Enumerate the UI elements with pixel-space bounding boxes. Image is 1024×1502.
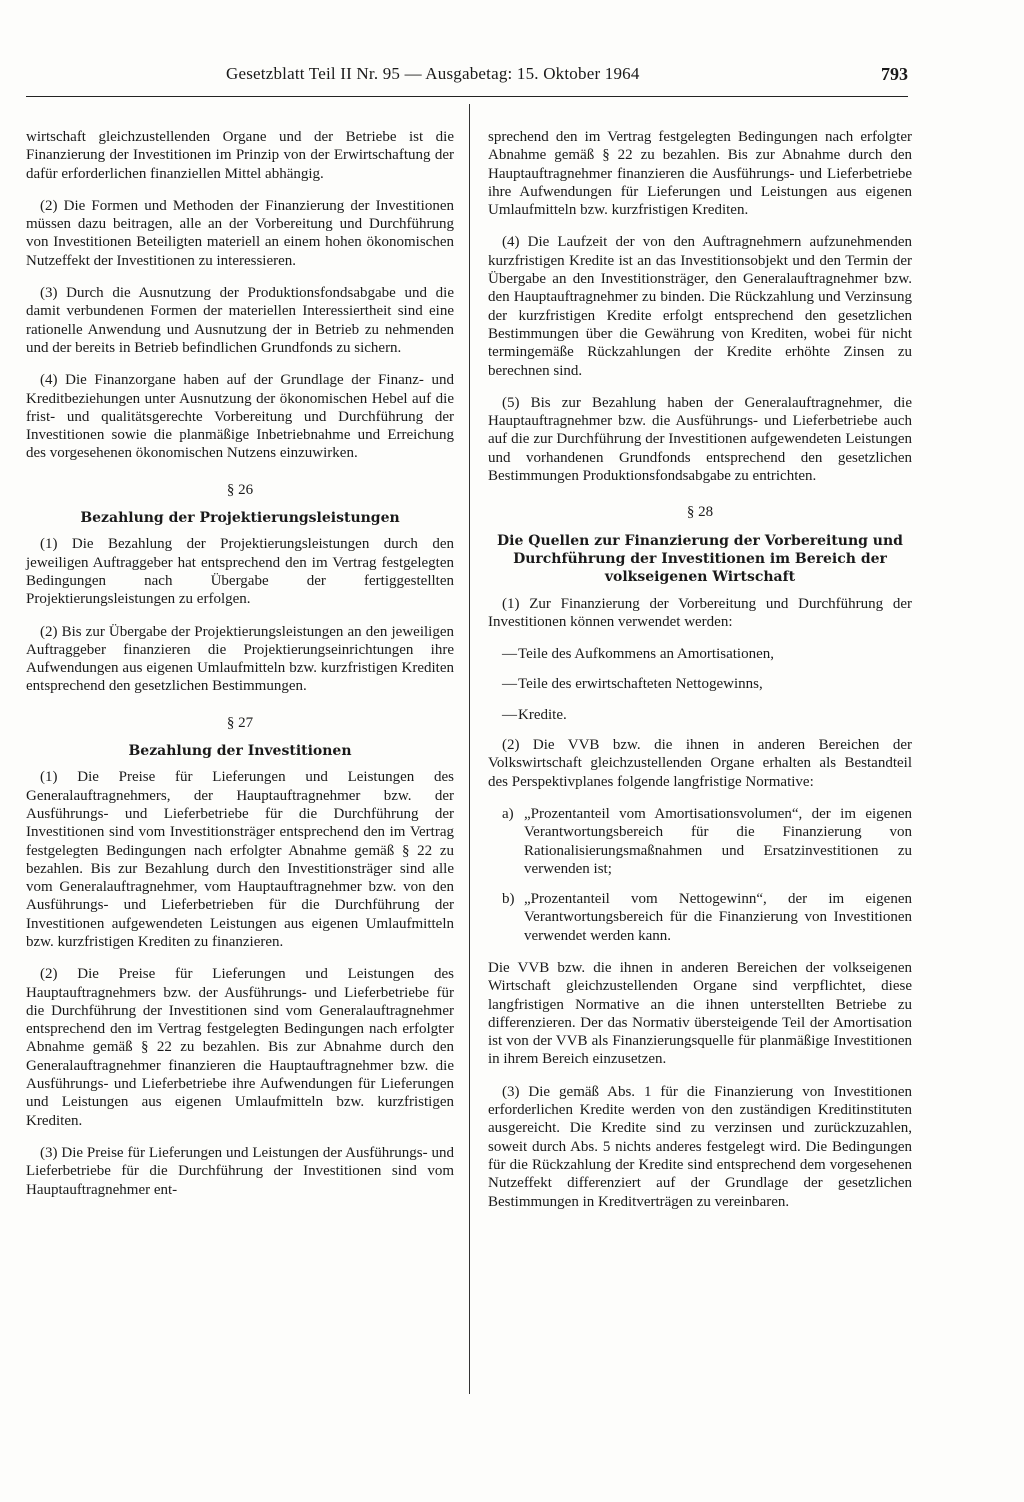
section-title: Bezahlung der Investitionen: [128, 743, 352, 760]
paragraph: Die VVB bzw. die ihnen in anderen Bereichen der volkseigenen Wirtschaft gleichzustellenden Organe sind verpflichtet, diese langfristigen Normative an die ihnen unterstellten Betriebe zu differenzieren. Der das Normativ übersteigende Teil der Amortisation ist von der VVB als Finanzierungsquelle für planmäßige Investitionen in ihrem Bereich einzusetzen.: [488, 959, 912, 1068]
paragraph: (1) Zur Finanzierung der Vorbereitung und Durchführung der Investitionen können verwendet werden:: [488, 595, 912, 630]
paragraph: (3) Die Preise für Lieferungen und Leistungen der Ausführungs- und Lieferbetriebe für die Durchführung der Investitionen sind vom Hauptauftragnehmer ent-: [26, 1144, 454, 1198]
section-number: § 26: [226, 481, 254, 498]
section-number: § 28: [686, 504, 714, 521]
section-title: Bezahlung der Projektierungsleistungen: [80, 510, 400, 527]
paragraph: (1) Die Bezahlung der Projektierungsleistungen durch den jeweiligen Auftraggeber hat entsprechend den im Vertrag festgelegten Bedingungen nach Übergabe der fertiggestellten Projektierungsleistungen zu erfolgen.: [26, 536, 454, 608]
lettered-list: [488, 805, 912, 945]
section-number: § 27: [226, 714, 254, 731]
column-divider: [469, 104, 470, 1394]
paragraph: (4) Die Laufzeit der von den Auftragnehmern aufzunehmenden kurzfristigen Kredite ist an das Investitionsobjekt und den Termin der Übergabe an den Investitionsträger, den Generalauftragnehmer bzw. den Hauptauftragnehmer zu binden. Die Rückzahlung und Verzinsung der kurzfristigen Kredite erfolgt entsprechend den gesetzlichen Bestimmungen über die Gewährung von Krediten, wobei für nicht termingemäße Rückzahlungen der Kredite erhöhte Zinsen zu berechnen sind.: [488, 234, 912, 379]
dash-marker: —: [502, 706, 517, 723]
list-item: — Teile des Aufkommens an Amortisationen,: [502, 646, 774, 663]
paragraph: (1) Die Preise für Lieferungen und Leistungen des Generalauftragnehmers, der Hauptauftragnehmer bzw. der Ausführungs- und Lieferbetriebe für die Durchführung der Investitionen sind vom Investitionsträger entsprechend den im Vertrag festgelegten Bedingungen nach erfolgter Abnahme gemäß § 22 zu bezahlen. Bis zur Bezahlung durch den Investitionsträger sind alle vom Generalauftragnehmer, vom Hauptauftragnehmer bzw. von den Ausführungs- und Lieferbetrieben für die Durchführung der Investitionen aufgewendeten Leistungen aus eigenen Umlaufmitteln bzw. kurzfristigen Krediten zu finanzieren.: [26, 769, 454, 950]
list-item: a) „Prozentanteil vom Amortisationsvolumen“, der im eigenen Verantwortungsbereich für die Finanzierung von Rationalisierungsmaßnahmen und Ersatzinvestitionen zu verwenden ist;: [502, 805, 912, 877]
header-title: Gesetzblatt Teil II Nr. 95 — Ausgabetag: 15. Oktober 1964: [226, 64, 640, 83]
paragraph: wirtschaft gleichzustellenden Organe und der Betriebe ist die Finanzierung der Investitionen im Prinzip von der Erwirtschaftung der dafür erforderlichen finanziellen Mittel abhängig.: [26, 129, 454, 182]
page-header: [26, 62, 908, 97]
dash-list: [488, 645, 912, 724]
list-item: b) „Prozentanteil vom Nettogewinn“, der im eigenen Verantwortungsbereich für die Finanzierung von Investitionen verwendet werden kann.: [502, 891, 912, 944]
paragraph: (2) Bis zur Übergabe der Projektierungsleistungen an den jeweiligen Auftraggeber finanzieren die Projektierungseinrichtungen ihre Aufwendungen aus eigenen Umlaufmitteln bzw. kurzfristigen Krediten entsprechend den gesetzlichen Bestimmungen.: [26, 623, 454, 695]
paragraph: (2) Die Preise für Lieferungen und Leistungen des Hauptauftragnehmers bzw. der Ausführungs- und Lieferbetriebe für die Durchführung der Investitionen sind vom Generalauftragnehmer entsprechend den im Vertrag festgelegten Bedingungen nach erfolgter Abnahme gemäß § 22 zu bezahlen. Bis zur Abnahme durch den Generalauftragnehmer finanzieren die Hauptauftragnehmer bzw. die Ausführungs- und Lieferbetriebe ihre Aufwendungen für Lieferungen und Leistungen aus eigenen Umlaufmitteln bzw. kurzfristigen Krediten.: [26, 966, 454, 1129]
paragraph: (5) Bis zur Bezahlung haben der Generalauftragnehmer, die Hauptauftragnehmer bzw. die Ausführungs- und Lieferbetriebe auch auf die zur Durchführung der Investitionen aufgewendeten Leistungen und vorhandenen Grundfonds entsprechend den gesetzlichen Bestimmungen Produktionsfondsabgabe zu entrichten.: [488, 394, 912, 485]
paragraph: (2) Die Formen und Methoden der Finanzierung der Investitionen müssen dazu beitragen, alle an der Vorbereitung und Durchführung von Investitionen Beteiligten materiell an einem hohen ökonomischen Nutzeffekt der Investitionen zu interessieren.: [26, 197, 454, 269]
list-marker: a): [502, 805, 514, 822]
list-marker: b): [502, 891, 515, 908]
paragraph: (3) Die gemäß Abs. 1 für die Finanzierung von Investitionen erforderlichen Kredite werden von den zuständigen Kreditinstituten ausgereicht. Die Kredite sind zu verzinsen und zurückzuzahlen, soweit durch Abs. 5 nichts anderes festgelegt wird. Die Bedingungen für die Rückzahlung der Kredite sind entsprechend dem vorgesehenen Nutzeffekt differenziert auf der Grundlage der gesetzlichen Bestimmungen in Kreditverträgen zu vereinbaren.: [488, 1083, 912, 1210]
paragraph: (4) Die Finanzorgane haben auf der Grundlage der Finanz- und Kreditbeziehungen unter Ausnutzung der ökonomischen Hebel auf die frist- und qualitätsgerechte Vorbereitung und Durchführung der Investitionen sowie die planmäßige Inbetriebnahme und Erreichung des vorgesehenen ökonomischen Nutzens einzuwirken.: [26, 372, 454, 462]
left-column: [26, 128, 454, 1213]
section-title: Die Quellen zur Finanzierung der Vorbereitung und Durchführung der Investitionen im Bereich der volkseigenen Wirtschaft: [497, 532, 903, 586]
list-item: — Teile des erwirtschafteten Nettogewinns,: [502, 676, 763, 693]
list-item: — Kredite.: [502, 706, 567, 723]
dash-marker: —: [502, 676, 517, 693]
paragraph: (2) Die VVB bzw. die ihnen in anderen Bereichen der Volkswirtschaft gleichzustellenden Organe erhalten als Bestandteil des Perspektivplanes folgende langfristige Normative:: [488, 737, 912, 790]
paragraph: sprechend den im Vertrag festgelegten Bedingungen nach erfolgter Abnahme gemäß § 22 zu bezahlen. Bis zur Abnahme durch den Hauptauftragnehmer finanzieren die Ausführungs- und Lieferbetriebe ihre Aufwendungen für Lieferungen und Leistungen aus eigenen Umlaufmitteln bzw. kurzfristigen Krediten.: [488, 129, 912, 219]
dash-marker: —: [502, 646, 517, 663]
right-column: [488, 128, 912, 1225]
page-number: 793: [881, 64, 908, 84]
paragraph: (3) Durch die Ausnutzung der Produktionsfondsabgabe und die damit verbundenen Formen der materiellen Interessiertheit sind eine rationelle Anwendung und Ausnutzung der in Betrieb zu nehmenden und der bereits in Betrieb befindlichen Grundfonds zu sichern.: [26, 285, 454, 356]
